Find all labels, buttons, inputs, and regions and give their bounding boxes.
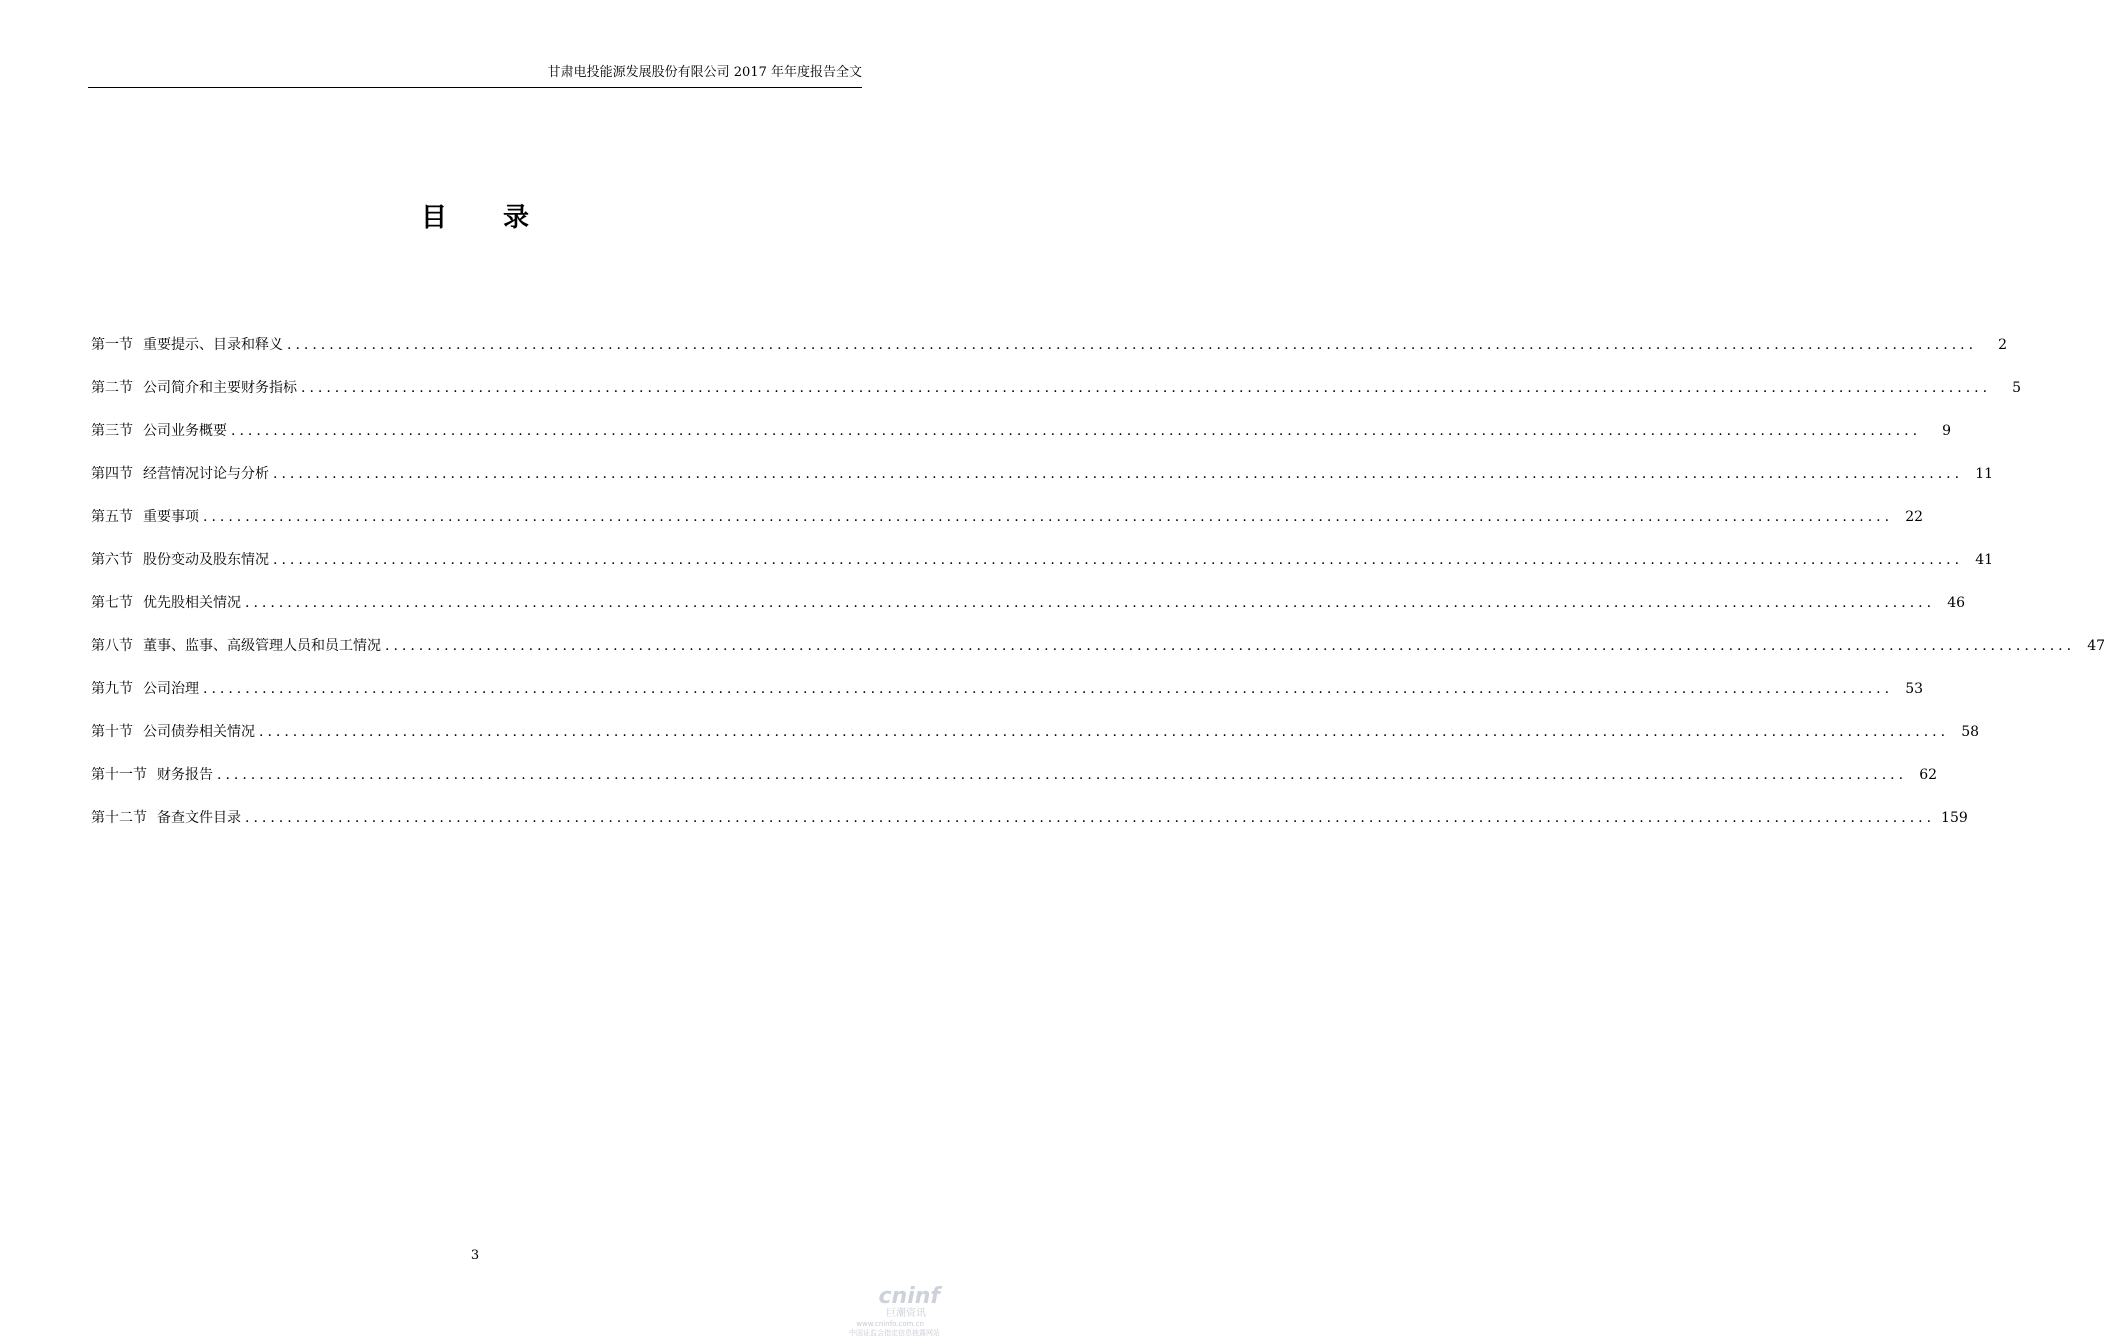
toc-entry[interactable]	[91, 376, 2022, 419]
toc-entry-label: 公司治理	[143, 681, 199, 697]
toc-entry-label: 董事、监事、高级管理人员和员工情况	[143, 638, 381, 654]
toc-entry-page: 159	[1941, 810, 1968, 826]
toc-dot-leader: ........................................................................................................................................................................................................	[231, 423, 1922, 439]
toc-dot-leader: ........................................................................................................................................................................................................	[203, 509, 1894, 525]
toc-entry-label: 备查文件目录	[157, 810, 241, 826]
toc-entry-label: 公司债券相关情况	[143, 724, 255, 740]
toc-dot-leader: ........................................................................................................................................................................................................	[203, 681, 1894, 697]
cninfo-watermark	[830, 1286, 940, 1338]
toc-entry-page: 53	[1905, 681, 1924, 697]
toc-entry[interactable]	[91, 591, 1966, 634]
toc-entry-section: 第三节	[91, 423, 133, 439]
toc-dot-leader: ........................................................................................................................................................................................................	[273, 466, 1964, 482]
toc-entry[interactable]	[91, 505, 1924, 548]
toc-entry-section: 第十一节	[91, 767, 147, 783]
toc-entry[interactable]	[91, 548, 1994, 591]
toc-entry-page: 5	[2012, 380, 2022, 396]
toc-entry-section: 第七节	[91, 595, 133, 611]
toc-entry-label: 优先股相关情况	[143, 595, 241, 611]
toc-entry-section: 第六节	[91, 552, 133, 568]
toc-entry[interactable]	[91, 333, 2008, 376]
toc-dot-leader: ........................................................................................................................................................................................................	[287, 337, 1978, 353]
toc-entry-page: 2	[1998, 337, 2008, 353]
cninfo-url: www.cninfo.com.cn	[856, 1320, 924, 1328]
toc-entry-label: 财务报告	[157, 767, 213, 783]
toc-entry[interactable]	[91, 806, 1968, 849]
toc-dot-leader: ........................................................................................................................................................................................................	[245, 595, 1936, 611]
toc-entry[interactable]	[91, 419, 1952, 462]
toc-list	[91, 333, 2105, 849]
cninfo-description: 中国证监会指定信息披露网站	[849, 1329, 940, 1337]
toc-entry[interactable]	[91, 634, 2105, 677]
toc-dot-leader: ........................................................................................................................................................................................................	[245, 810, 1936, 826]
header-rule	[88, 87, 862, 88]
toc-entry-section: 第四节	[91, 466, 133, 482]
toc-dot-leader: ........................................................................................................................................................................................................	[301, 380, 1992, 396]
toc-entry[interactable]	[91, 720, 1980, 763]
toc-entry-page: 22	[1905, 509, 1924, 525]
page-number: 3	[470, 1248, 480, 1263]
toc-entry-section: 第九节	[91, 681, 133, 697]
toc-entry-section: 第五节	[91, 509, 133, 525]
toc-entry-page: 11	[1975, 466, 1994, 482]
running-header: 甘肃电投能源发展股份有限公司 2017 年年度报告全文	[547, 65, 862, 80]
toc-entry-page: 46	[1947, 595, 1966, 611]
toc-entry[interactable]	[91, 677, 1924, 720]
toc-entry-label: 公司业务概要	[143, 423, 227, 439]
toc-entry-page: 58	[1961, 724, 1980, 740]
toc-entry-label: 重要提示、目录和释义	[143, 337, 283, 353]
cninfo-name: 巨潮资讯	[886, 1308, 926, 1319]
toc-entry-page: 9	[1942, 423, 1952, 439]
toc-entry-section: 第二节	[91, 380, 133, 396]
toc-entry-section: 第十二节	[91, 810, 147, 826]
cninfo-logo: cninf	[878, 1284, 940, 1309]
toc-title: 目录	[420, 203, 585, 233]
toc-entry-label: 股份变动及股东情况	[143, 552, 269, 568]
toc-entry-label: 经营情况讨论与分析	[143, 466, 269, 482]
toc-entry-page: 41	[1975, 552, 1994, 568]
toc-entry[interactable]	[91, 462, 1994, 505]
toc-dot-leader: ........................................................................................................................................................................................................	[273, 552, 1964, 568]
toc-dot-leader: ........................................................................................................................................................................................................	[259, 724, 1950, 740]
toc-entry-label: 公司简介和主要财务指标	[143, 380, 297, 396]
toc-entry-page: 47	[2087, 638, 2105, 654]
toc-entry-section: 第一节	[91, 337, 133, 353]
toc-entry-section: 第八节	[91, 638, 133, 654]
toc-entry-page: 62	[1919, 767, 1938, 783]
toc-entry-label: 重要事项	[143, 509, 199, 525]
toc-dot-leader: ........................................................................................................................................................................................................	[385, 638, 2076, 654]
toc-dot-leader: ........................................................................................................................................................................................................	[217, 767, 1908, 783]
toc-entry[interactable]	[91, 763, 1938, 806]
toc-entry-section: 第十节	[91, 724, 133, 740]
